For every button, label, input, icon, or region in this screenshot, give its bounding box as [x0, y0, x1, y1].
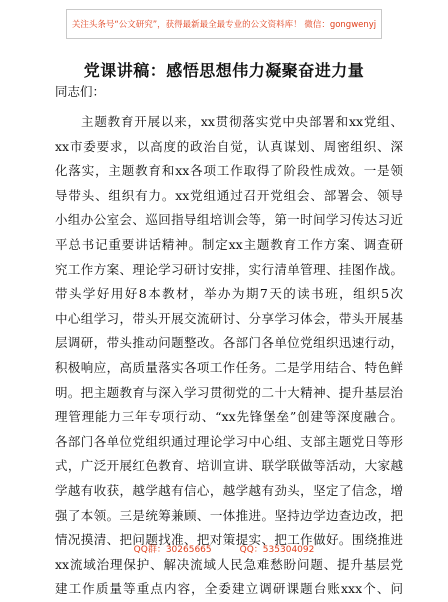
body-line: 建工作质量等重点内容，全委建立调研课题台账xxx个、问	[55, 581, 403, 597]
promo-banner-text: 关注头条号“公文研究”，获得最新最全最专业的公文资料库！ 微信：gongwenyj	[71, 20, 377, 30]
promo-banner	[66, 9, 382, 39]
body-line: 理管理能力三年专项行动、“xx先锋堡垒”创建等深度融合。	[55, 409, 403, 425]
body-line: 积极响应，高质量落实各项工作任务。二是学用结合、特色鲜	[55, 359, 403, 375]
body-line: 明。把主题教育与深入学习贯彻党的二十大精神、提升基层治	[55, 384, 403, 400]
body-line: 主题教育开展以来，xx贯彻落实党中央部署和xx党组、	[81, 114, 403, 129]
qq-group-label: QQ群：30265665	[133, 545, 212, 555]
body-line: 强了本领。三是统筹兼顾、一体推进。坚持边学边查边改，把	[55, 507, 403, 523]
body-line: 小组办公室会、巡回指导组培训会等，第一时间学习传达习近	[55, 212, 403, 228]
body-line: 带头学好用好8本教材，举办为期7天的读书班，组织5次	[55, 286, 403, 302]
body-line: 究工作方案、理论学习研讨安排，实行清单管理、挂图作战。	[55, 261, 403, 277]
body-line: xx市委要求，以高度的政治自觉，认真谋划、周密组织、深	[55, 138, 403, 154]
body-line: 中心组学习，带头开展交流研讨、分享学习体会，带头开展基	[55, 310, 403, 326]
document-body	[55, 110, 403, 602]
body-line: 导带头、组织有力。xx党组通过召开党组会、部署会、领导	[55, 187, 403, 203]
document-title: 党课讲稿：感悟思想伟力凝聚奋进力量	[83, 61, 365, 80]
body-line: xx流域治理保护、解决流域人民急难愁盼问题、提升基层党	[55, 556, 403, 572]
body-line: 化落实，主题教育和xx各项工作取得了阶段性成效。一是领	[55, 163, 403, 179]
qq-label: QQ：535304092	[239, 545, 315, 555]
body-line: 式，广泛开展红色教育、培训宣讲、联学联做等活动，大家越	[55, 458, 403, 474]
body-line: 情况摸清、把问题找准、把对策提实、把工作做好。围绕推进	[55, 532, 403, 548]
salutation: 同志们：	[55, 84, 106, 99]
body-line: 层调研，带头推动问题整改。各部门各单位党组织迅速行动，	[55, 335, 403, 351]
body-line: 各部门各单位党组织通过理论学习中心组、支部主题党日等形	[55, 433, 403, 449]
contact-footer	[0, 542, 448, 555]
body-line: 平总书记重要讲话精神。制定xx主题教育工作方案、调查研	[55, 236, 403, 252]
body-line: 学越有收获，越学越有信心，越学越有劲头，坚定了信念，增	[55, 482, 403, 498]
